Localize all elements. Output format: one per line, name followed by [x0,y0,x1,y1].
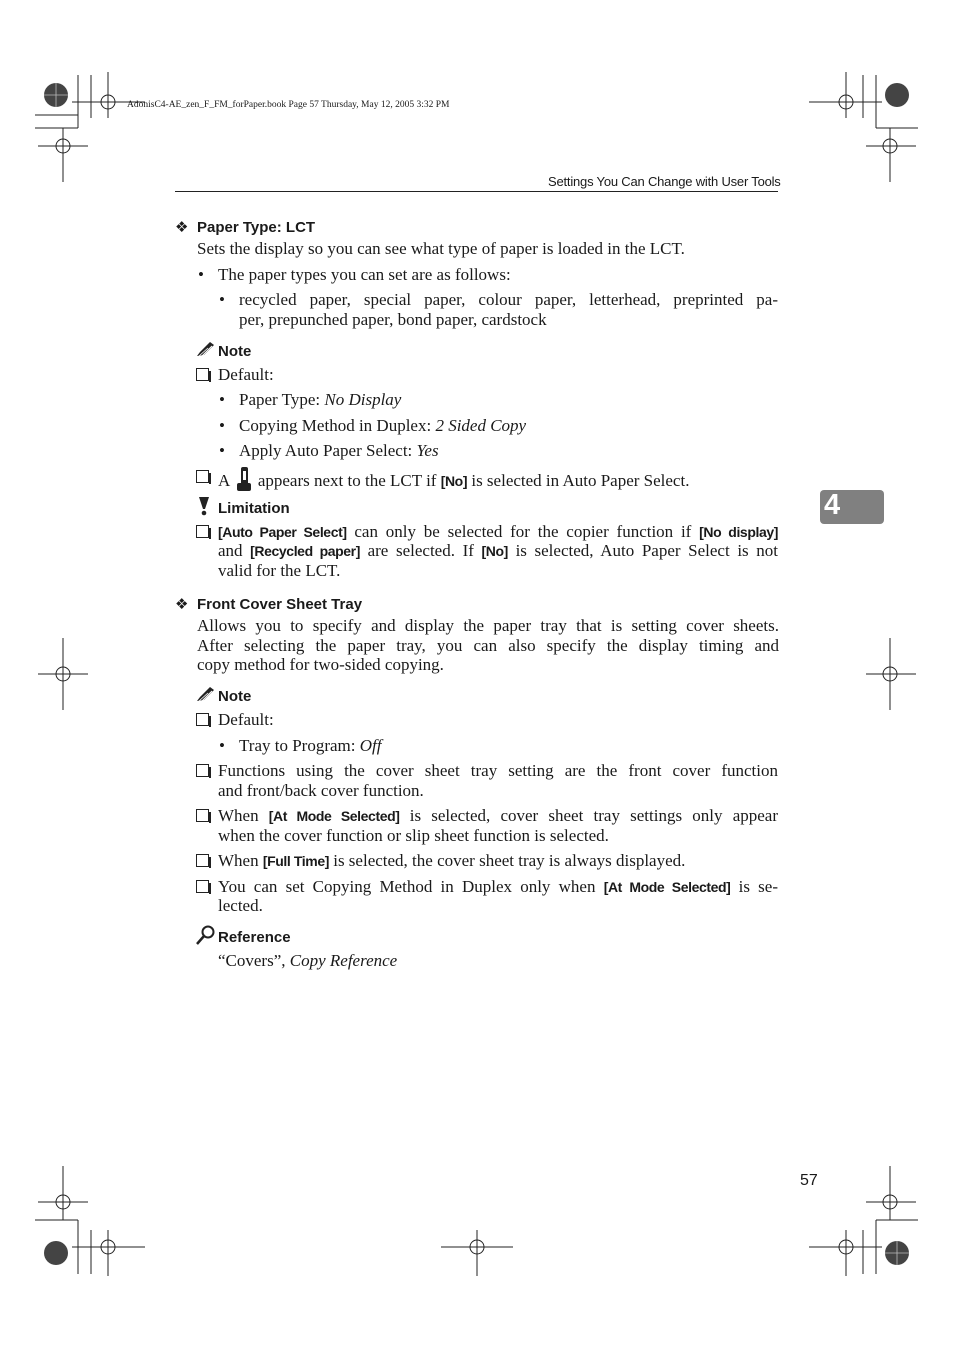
checkbox-square-icon [196,525,209,538]
diamond-bullet-icon: ❖ [175,596,189,613]
checkbox-square-icon [196,809,209,822]
limitation-heading: Limitation [218,500,290,517]
reference-text: “Covers”, Copy Reference [218,951,398,970]
note-item-line: lected. [218,896,263,915]
header-rule [175,191,778,192]
note-item-line: When [At Mode Selected] is selected, cover sheet tray settings only appear [218,806,778,826]
lct-tray-icon [235,467,253,493]
default-item: • Paper Type: No Display [219,390,402,409]
default-item: • Copying Method in Duplex: 2 Sided Copy [219,416,527,435]
section-title-paper-type: ❖ Paper Type: LCT [175,219,316,236]
limitation-item-line: and [Recycled paper] are selected. If [No] is selected, Auto Paper Select is not [218,541,779,560]
section-description-line: Allows you to specify and display the paper tray that is setting cover sheets. [197,616,779,635]
sub-list-item-line: per, prepunched paper, bond paper, cardstock [239,310,547,329]
checkbox-square-icon [196,764,209,777]
note-item-line: You can set Copying Method in Duplex only when [At Mode Selected] is se- [218,877,778,897]
note-item-line: Functions using the cover sheet tray setting are the front cover function [218,761,778,781]
limitation-item-line: valid for the LCT. [218,561,341,580]
chapter-number: 4 [824,489,841,521]
section-description-line: After selecting the paper tray, you can also specify the display timing and [197,636,779,655]
exclamation-limitation-icon [197,496,211,516]
note-item: Default: [218,365,274,385]
note-item: A appears next to the LCT if [No] is selected in Auto Paper Select. [218,467,689,493]
book-info: AdonisC4-AE_zen_F_FM_forPaper.book Page 57 Thursday, May 12, 2005 3:32 PM [127,100,450,110]
checkbox-square-icon [196,470,209,483]
checkbox-square-icon [196,713,209,726]
diamond-bullet-icon: ❖ [175,219,189,236]
note-item: When [Full Time] is selected, the cover sheet tray is always displayed. [218,851,685,871]
checkbox-square-icon [196,854,209,867]
checkbox-square-icon [196,880,209,893]
running-head: Settings You Can Change with User Tools [548,174,781,189]
reference-heading: Reference [218,929,291,946]
note-item: Default: [218,710,274,730]
chapter-tab [820,490,884,524]
magnifier-reference-icon [196,925,216,945]
note-heading: Note [218,688,252,705]
section-description: Sets the display so you can see what type of paper is loaded in the LCT. [197,239,685,258]
pencil-note-icon [196,341,216,357]
section-title-front-cover: ❖ Front Cover Sheet Tray [175,596,363,613]
page-number: 57 [800,1172,818,1189]
default-item: • Tray to Program: Off [219,736,382,755]
note-item-line: and front/back cover function. [218,781,424,800]
pencil-note-icon [196,686,216,702]
limitation-item-line: [Auto Paper Select] can only be selected for the copier function if [No display] [218,522,778,542]
checkbox-square-icon [196,368,209,381]
note-item-line: when the cover function or slip sheet function is selected. [218,826,609,845]
note-heading: Note [218,343,252,360]
default-item: • Apply Auto Paper Select: Yes [219,441,439,460]
section-description-line: copy method for two-sided copying. [197,655,444,674]
sub-list-item-line: • recycled paper, special paper, colour paper, letterhead, preprinted pa- [219,290,778,309]
list-item: • The paper types you can set are as follows: [198,265,511,284]
